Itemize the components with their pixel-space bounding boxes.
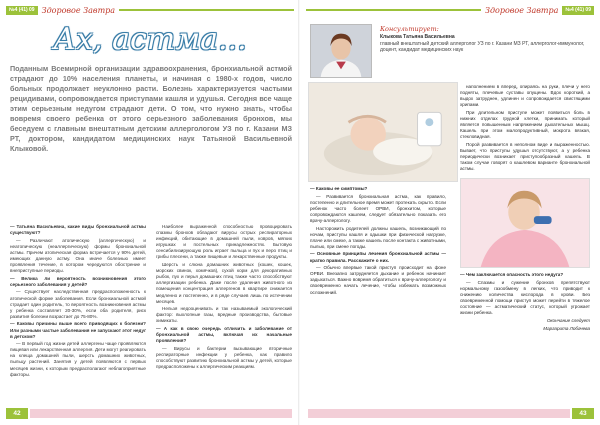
portrait-illustration bbox=[311, 25, 371, 77]
page-number: 42 bbox=[6, 408, 28, 419]
continuation-note: Окончание следует bbox=[546, 318, 590, 324]
article-title: Ах, астма... bbox=[53, 22, 247, 57]
interview-answer: — В первый год жизни детей аллергены чаще проявляются пищевая или лекарственная аллергия. Дети могут реагировать на клеща домашней пыли, шерсть домашних животных, пыльцу растений. Занятия у детей появляются с первых месяцев жизни, к которым предрасполагают неблагоприятные факторы. bbox=[10, 341, 146, 377]
consultant-block bbox=[310, 24, 592, 82]
footer-strip bbox=[30, 409, 292, 418]
interview-answer: Шерсть и слюна домашних животных (кошек, кошек, морских свинок, хомячков), сухой корм для декоративных рыбок, пух и перья домашних птиц также часто способствуют аллергизации ребенка. Даже после удаления животного из помещения концентрация аллергенов в квартире снижается медленно и постепенно, и в ряде случаев лишь по истечении месяцев. bbox=[156, 262, 292, 304]
right-column-bottom bbox=[460, 272, 590, 332]
interview-question: — Велика ли вероятность возникновения этого серьезного заболевания у детей? bbox=[10, 275, 146, 287]
baby-illustration bbox=[309, 83, 457, 181]
consultant-name: Клыкова Татьяна Васильевна bbox=[380, 34, 455, 41]
interview-answer: — Существует наследственная предрасположенность к атопической форме заболевания. Если бронхиальной астмой страдает один родитель, то вероятность возникновения астмы у ребенка составляет 20-30%, если оба родителя, риск развития болезни возрастает до 75-80%. bbox=[10, 289, 146, 319]
left-columns bbox=[10, 224, 292, 379]
interview-answer: — Различают атопическую (аллергическую) и неатопическую (неаллергическую) формы бронхиальной астмы. Причем атопическая форма встречается у 90% детей, имеющих данную астму. Она иначе болезнью имеет проявления течение, в котором чередуются обострение и внеприступные периоды. bbox=[10, 237, 146, 274]
issue-tag: №4 (41) 09 bbox=[6, 6, 38, 15]
consultant-portrait bbox=[310, 24, 372, 78]
header-rule bbox=[119, 9, 294, 11]
interview-question: — Каковы причины выше всего приводящих к болезни? Или разными частые заболевания не запускают этот недуг в детском? bbox=[10, 321, 146, 339]
interview-question: — А как в свою очередь отличить и заболевание от бронхиальной астмы, включая их начальные проявления? bbox=[156, 326, 292, 344]
left-column-1 bbox=[10, 224, 146, 379]
right-column-right bbox=[460, 84, 590, 174]
interview-question: — Каковы ее симптомы? bbox=[310, 186, 368, 191]
interview-answer: При длительном приступе может появиться боль в нижних отделах грудной клетки, принимать который является повышенным напряжением дыхательных мышц. Кашель при этом малопродуктивный, мокрота вязкая, стекловидная. bbox=[460, 109, 590, 140]
consultant-label: Консультирует: bbox=[380, 25, 439, 33]
magazine-title: Здоровое Завтра bbox=[484, 5, 559, 15]
magazine-title: Здоровое Завтра bbox=[41, 5, 116, 15]
consultant-role: главный внештатный детский аллерголог УЗ по г. Казани МЗ РТ, аллерголог-иммунолог, доцент, кандидат медицинских наук bbox=[380, 40, 585, 53]
consultant-text bbox=[380, 26, 592, 53]
issue-tag: №4 (41) 09 bbox=[562, 6, 594, 15]
interview-answer: — Развивается бронхиальная астма, как правило, постепенно и длительное время может протекать скрыто. Если ребенок часто болеет ОРВИ, бронхитом, которые сопровождаются кашлем, следует обязательно показать его врачу-аллергологу. bbox=[310, 193, 446, 223]
right-page-header bbox=[306, 4, 594, 16]
child-photo bbox=[460, 178, 590, 268]
interview-question: — Татьяна Васильевна, какие виды бронхиальной астмы существуют? bbox=[10, 224, 146, 236]
interview-answer: — Обычно впервые такой приступ происходит на фоне ОРВИ. Внезапно затрудняется дыхание и ребенок начинает задыхаться. Важно вовремя обратиться к врачу-аллергологу и своевременно начать лечение, чтобы избежать возможных осложнений. bbox=[310, 265, 446, 295]
left-page-header bbox=[6, 4, 294, 16]
right-page bbox=[300, 0, 600, 425]
interview-answer: Нельзя недооценивать и так называемый экологический фактор: выхлопные газы, вредные производства, бытовые химикаты. bbox=[156, 306, 292, 324]
interview-answer: Насторожить родителей должны кашель, возникающий по ночам, приступы кашля и одышки при физической нагрузке, плаче или смехе, а также кашель после контакта с животными, пылью, при смене погоды. bbox=[310, 225, 446, 249]
interview-answer: Наиболее выраженной способностью провоцировать спазмы бронхов обладают вирусы острых респираторных инфекций, обитающие в домашней пыли, ковров, мягких игрушках и постельных принадлежностях. Бытовую сенсибилизирующую роль играет пыльца и пух и перо птиц и грибы плесени, а также пищевые и лекарственные продукты. bbox=[156, 224, 292, 260]
article-lead: Поданным Всемирной организации здравоохранения, бронхиальной астмой страдают до 10% населения планеты, и начиная с 1980-х годов, число больных продолжает неуклонно расти. Болезнь характеризуется частыми рецидивами, сопровождается приступами кашля и удушья. Сегодня все чаще этим серьезным недугом страдают дети. О том, что нужно знать, чтобы вовремя своего ребенка от этого серьезного заболевания бронхов, мы беседуем с главным внештатным детским аллергологом УЗ по г. Казани МЗ РТ, доктором, кандидатом медицинских наук Татьяной Васильевной Клыковой. bbox=[10, 64, 292, 153]
left-column-2 bbox=[156, 224, 292, 379]
header-rule bbox=[306, 9, 481, 11]
interview-answer: — Спазмы и сужение бронхов препятствуют нормальному газообмену в легких, что приводит к снижению количества кислорода в крови. Без своевременной помощи приступ может перейти в тяжелое состояние — астматический статус, который угрожает жизни ребенка. bbox=[460, 279, 590, 316]
child-illustration bbox=[461, 179, 589, 267]
page-number: 43 bbox=[572, 408, 594, 419]
author-signature: Маргарита Лобачева bbox=[543, 326, 590, 332]
interview-answer: — Вирусы и бактерии вызывающие вторичные респираторные инфекции у ребенка, как правило способствуют развитию бронхиальной астмы у детей, которые предрасположены к аллергическим реакциям. bbox=[156, 345, 292, 370]
baby-photo bbox=[308, 82, 458, 182]
right-column-left bbox=[310, 186, 446, 297]
interview-question: — Чем заключается опасность этого недуга? bbox=[460, 272, 564, 277]
interview-question: — Основные принципы лечения бронхиальной астмы — кратко правила. Расскажите о них. bbox=[310, 251, 446, 263]
interview-answer: наполнением в вперед, опираясь на руки, плечи у него подняты, плечевые суставы опущены. Вдох короткий, а выдох затруднен, удлинен и сопровождается свистящими хрипами. bbox=[460, 84, 590, 108]
interview-answer: Порой развивается в неполном виде и выраженностью. Бывает, что приступы удушья отсутствуют, а у ребенка периодически возникает приступообразный кашель. В таком случае говорят о кашлевом варианте бронхиальной астмы. bbox=[460, 141, 590, 172]
footer-strip bbox=[308, 409, 570, 418]
